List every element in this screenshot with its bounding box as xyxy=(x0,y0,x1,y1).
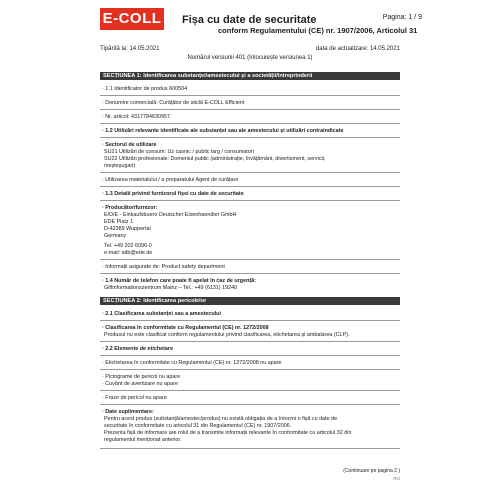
language-code: RO xyxy=(393,476,400,481)
divider xyxy=(100,123,400,124)
section2-header: SECȚIUNEA 2: Identificarea pericolelor xyxy=(100,297,400,305)
divider xyxy=(100,355,400,356)
classification-heading: · 2.1 Clasificarea substanței sau a amestecului xyxy=(102,311,221,317)
emergency-phone: Giftinformationszentrum Mainz – Tel.: +49 (6131) 19240 xyxy=(104,285,238,291)
supplier-name: E/D/E - Einkaufsbuero Deutscher Eisenhaendler GmbH xyxy=(104,212,237,218)
version-number: Numărul versiunii 401 (înlocuiește versiunea 1) xyxy=(187,55,313,61)
updated-date: data de actualizare: 14.05.2021 xyxy=(315,46,400,52)
signal-word: · Cuvânt de avertizare nu apare xyxy=(102,381,178,387)
additional-info-line4: regulamentul menționat anterior. xyxy=(104,437,182,443)
clp-classification-heading: · Clasificarea în conformitate cu Regulamentul (CE) nr. 1272/2008 xyxy=(102,325,269,331)
sector-of-use-heading: · Sectorul de utilizare xyxy=(102,142,157,148)
supplier-city: D-42389 Wuppertal xyxy=(104,226,151,232)
hazard-pictograms: · Pictograme de pericol nu apare xyxy=(102,374,181,380)
divider xyxy=(100,390,400,391)
supplier-phone: Tel. +49 202 6096-0 xyxy=(104,243,152,249)
supplier-street: EDE Platz 1 xyxy=(104,219,134,225)
divider xyxy=(100,109,400,110)
divider xyxy=(100,200,400,201)
relevant-uses-heading: · 1.2 Utilizări relevante identificate ale substanței sau ale amestecului și utilizări contraindicate xyxy=(102,128,344,134)
use-of-material: · Utilizarea materialului / a preparatului Agent de curățare xyxy=(102,177,239,183)
divider xyxy=(100,273,400,274)
article-number: · Nr. articol: 4317784630957 xyxy=(102,114,171,120)
document-subtitle: conform Regulamentului (CE) nr. 1907/2006, Articolul 31 xyxy=(218,26,418,35)
su22-line-cont: meșteșugari) xyxy=(104,163,136,169)
printed-date: Tipărită la: 14.05.2021 xyxy=(100,46,160,52)
manufacturer-heading: · Producător/furnizor: xyxy=(102,205,158,211)
additional-info-line3: Prezenta fișă de informare are rolul de a transmite informații relevante în conformitate cu articolul 32 din xyxy=(104,430,352,436)
page-number: Pagina: 1 / 9 xyxy=(382,14,422,21)
divider xyxy=(100,404,400,405)
additional-info-line1: Pentru acest produs (substanță/amestec/produs) nu există obligația de a întocmi o fișă cu date de xyxy=(104,416,338,422)
divider xyxy=(100,320,400,321)
info-provided-by: · Informații asigurate de: Product safety department xyxy=(102,264,225,270)
divider xyxy=(100,448,400,449)
divider xyxy=(100,341,400,342)
supplier-email: e-mail: sdb@ede.de xyxy=(104,250,153,256)
label-elements-heading: · 2.2 Elemente de etichetare xyxy=(102,346,174,352)
su22-line: SU22 Utilizări profesionale: Domeniul public (administrație, învățământ, divertisment, servicii, xyxy=(104,156,326,162)
divider xyxy=(100,186,400,187)
additional-info-line2: securitate în conformitate cu articolul 31 din Regulamentul (CE) nr. 1907/2006. xyxy=(104,423,292,429)
trade-name: · Denumire comercială: Curățător de sticlă E-COLL Efficient xyxy=(102,100,245,106)
divider xyxy=(100,95,400,96)
section1-header: SECȚIUNEA 1: Identificarea substanței/amestecului și a societății/întreprinderii xyxy=(100,72,400,80)
divider xyxy=(100,369,400,370)
supplier-details-heading: · 1.3 Detalii privind furnizorul fișei cu date de securitate xyxy=(102,191,244,197)
su21-line: SU21 Utilizări de consum: Uz casnic / public larg / consumatori xyxy=(104,149,254,155)
clp-labelling: · Etichetarea în conformitate cu Regulamentul (CE) nr. 1272/2008 nu apare xyxy=(102,360,282,366)
emergency-phone-heading: · 1.4 Număr de telefon care poate fi apelat în caz de urgență: xyxy=(102,278,256,284)
product-identifier: · 1.1 Identificator de produs 600504 xyxy=(102,86,188,92)
divider xyxy=(100,137,400,138)
hazard-statements: · Fraze de pericol nu apare xyxy=(102,395,167,401)
clp-classification-text: Produsul nu este clasificat conform regulamentului privind clasificarea, etichetarea și ambalarea (CLP). xyxy=(104,332,350,338)
additional-info-heading: · Date suplimentare: xyxy=(102,409,154,415)
divider xyxy=(100,259,400,260)
supplier-country: Germany xyxy=(104,233,127,239)
divider xyxy=(100,172,400,173)
ecoll-logo: E-COLL xyxy=(100,8,164,30)
document-title: Fișa cu date de securitate xyxy=(182,14,317,26)
continued-note: (Continuare pe pagina 2 ) xyxy=(343,468,400,474)
